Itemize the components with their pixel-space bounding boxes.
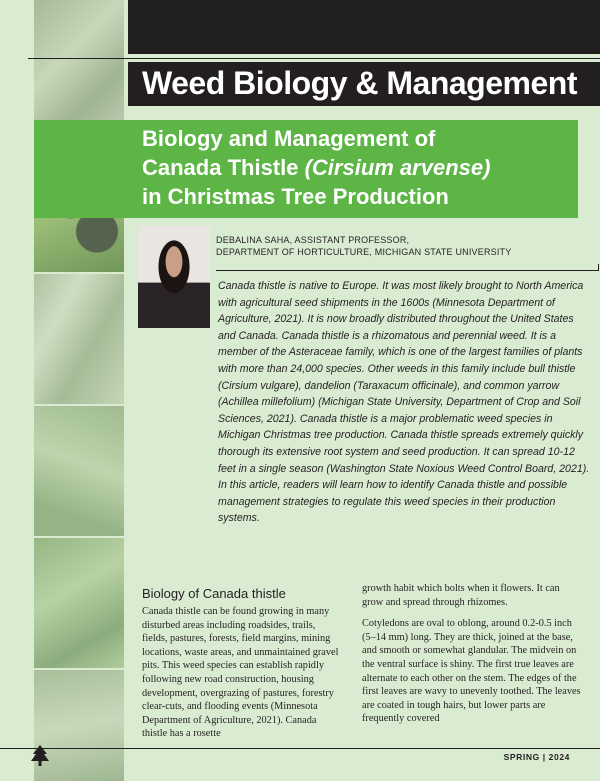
author-affiliation: DEPARTMENT OF HORTICULTURE, MICHIGAN STATE UNIVERSITY (216, 247, 512, 257)
intro-paragraph: Canada thistle is native to Europe. It was most likely brought to North America with agricultural seed shipments in the 1600s (Minnesota Department of Agriculture, 2021). It is now broadly distributed throughout the United States and Canada. Canada thistle is a rhizomatous and perennial weed. It is a member of the Asteraceae family, which is one of the largest families of plants with more than 24,000 species. Other weeds in this family include bull thistle (Cirsium vulgare), dandelion (Taraxacum officinale), and common yarrow (Achillea millefolium) (Michigan State University, Department of Crop and Soil Sciences, 2021). Canada thistle is a major problematic weed species in Michigan Christmas tree production. Canada thistle spreads extremely quickly thorough its extensive root system and seed production. It can spread 10-12 feet in a single season (Washington State Noxious Weed Control Board, 2021). In this article, readers will learn how to identify Canada thistle and possible management strategies to regulate this weed species in their production systems. (218, 280, 590, 525)
top-black-band (128, 0, 600, 54)
byline-rule-tick (598, 264, 599, 271)
byline-rule (216, 270, 599, 271)
footer-rule (0, 748, 600, 749)
article-title (142, 124, 572, 211)
body-column-1: Canada thistle can be found growing in many disturbed areas including roadsides, trails, fields, pastures, forests, field margins, mining locations, waste areas, and unmaintained gravel pits. This weed species can establish rapidly following new road construction, housing development, overgrazing of pastures, forestry clear-cuts, and flooding events (Minnesota Department of Agriculture, 2021). Canada thistle has a rosette (142, 606, 339, 740)
series-title: Weed Biology & Management (142, 65, 577, 101)
tree-logo-icon (30, 744, 50, 768)
photo-strip (0, 0, 128, 781)
body-paragraph: Cotyledons are oval to oblong, around 0.2-0.5 inch (5–14 mm) long. They are thick, joined at the base, and smooth or somewhat glandular. The midvein on the ventral surface is shiny. The first true leaves are alternate to each other on the stem. The edges of the first leaves are wavy to unevenly toothed. The leaves are coated in tough hairs, but lower parts are frequently covered (362, 618, 581, 725)
article-title-line-2 (142, 153, 572, 182)
body-column-2 (362, 582, 582, 734)
author-byline (216, 234, 511, 258)
scientific-name: (Cirsium arvense) (304, 155, 491, 180)
issue-label: SPRING | 2024 (503, 752, 570, 762)
weed-photo-1 (34, 0, 124, 135)
article-title-line-3: in Christmas Tree Production (142, 184, 449, 209)
author-photo (138, 226, 210, 328)
article-title-line-2-prefix: Canada Thistle (142, 155, 305, 180)
weed-photo-4 (34, 406, 124, 536)
article-title-line-1: Biology and Management of (142, 126, 436, 151)
header-rule (28, 58, 600, 59)
author-name: DEBALINA SAHA, ASSISTANT PROFESSOR, (216, 235, 410, 245)
weed-photo-5 (34, 538, 124, 668)
section-heading: Biology of Canada thistle (142, 586, 286, 601)
body-paragraph: growth habit which bolts when it flowers. It can grow and spread through rhizomes. (362, 583, 560, 608)
weed-photo-3 (34, 274, 124, 404)
